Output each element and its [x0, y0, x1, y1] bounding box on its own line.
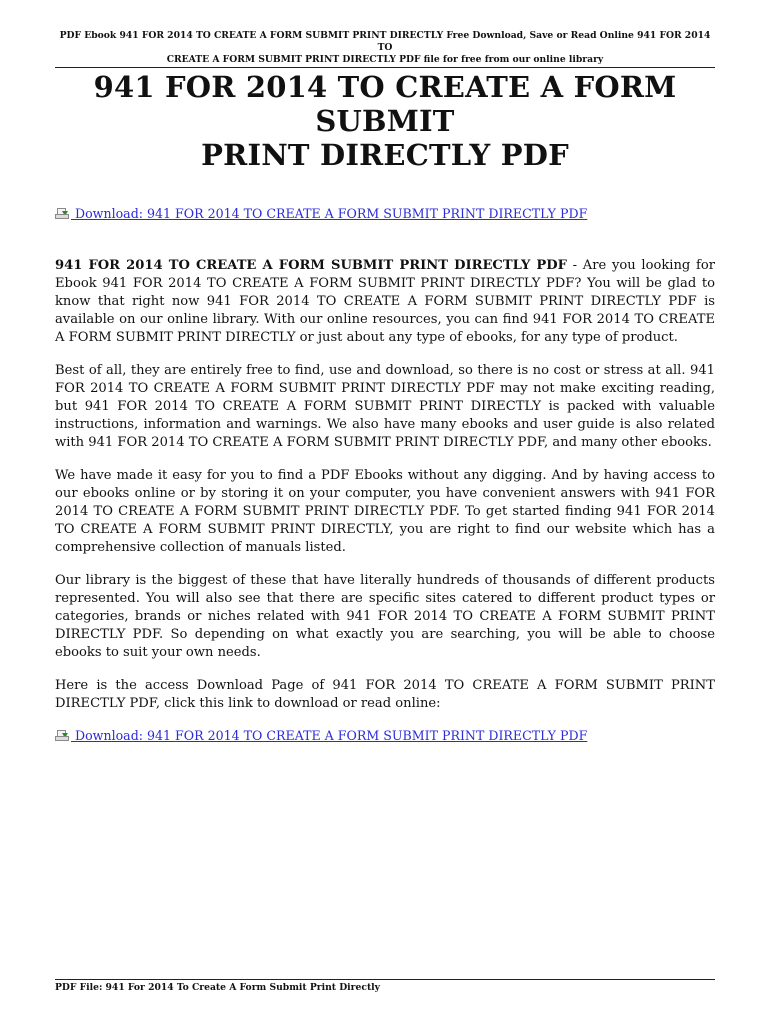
paragraph-free: Best of all, they are entirely free to find, use and download, so there is no cost or stress at all. 941 FOR 2014 TO CREATE A FORM SUBMIT PRINT DIRECTLY PDF may not make exciting reading, but 941 FOR 2014 TO CREATE A FORM SUBMIT PRINT DIRECTLY is packed with valuable instructions, information and warnings. We also have many ebooks and user guide is also related with 941 FOR 2014 TO CREATE A FORM SUBMIT PRINT DIRECTLY PDF, and many other ebooks. — [55, 363, 715, 450]
download-link-bottom[interactable] — [55, 728, 715, 744]
header-divider — [55, 67, 715, 68]
header-note-line-1: PDF Ebook 941 FOR 2014 TO CREATE A FORM SUBMIT PRINT DIRECTLY Free Download, Save or Read Online 941 FOR 2014 TO — [59, 30, 711, 53]
download-link-top[interactable] — [55, 206, 715, 222]
download-icon — [55, 730, 68, 741]
footer-note: PDF File: 941 For 2014 To Create A Form Submit Print Directly — [55, 982, 381, 993]
download-link-top-label: Download: 941 FOR 2014 TO CREATE A FORM SUBMIT PRINT DIRECTLY PDF — [71, 206, 588, 221]
header-note-line-2: CREATE A FORM SUBMIT PRINT DIRECTLY PDF file for free from our online library — [166, 54, 604, 65]
download-link-bottom-label: Download: 941 FOR 2014 TO CREATE A FORM SUBMIT PRINT DIRECTLY PDF — [71, 728, 588, 743]
paragraph-intro — [55, 257, 715, 347]
document-title — [55, 70, 715, 172]
document-title-line-1: 941 FOR 2014 TO CREATE A FORM SUBMIT — [93, 70, 677, 138]
paragraph-easy: We have made it easy for you to find a PDF Ebooks without any digging. And by having access to our ebooks online or by storing it on your computer, you have convenient answers with 941 FOR 2014 TO CREATE A FORM SUBMIT PRINT DIRECTLY PDF. To get started finding 941 FOR 2014 TO CREATE A FORM SUBMIT PRINT DIRECTLY, you are right to find our website which has a comprehensive collection of manuals listed. — [55, 468, 715, 555]
paragraph-intro-lead: 941 FOR 2014 TO CREATE A FORM SUBMIT PRINT DIRECTLY PDF — [55, 258, 567, 273]
pdf-page — [55, 0, 715, 1024]
paragraph-library: Our library is the biggest of these that have literally hundreds of thousands of different products represented. You will also see that there are specific sites catered to different product types or categories, brands or niches related with 941 FOR 2014 TO CREATE A FORM SUBMIT PRINT DIRECTLY PDF. So depending on what exactly you are searching, you will be able to choose ebooks to suit your own needs. — [55, 573, 715, 660]
footer-divider — [55, 979, 715, 980]
paragraph-access: Here is the access Download Page of 941 FOR 2014 TO CREATE A FORM SUBMIT PRINT DIRECTLY PDF, click this link to download or read online: — [55, 678, 715, 711]
paragraph-intro-body: - Are you looking for Ebook 941 FOR 2014 TO CREATE A FORM SUBMIT PRINT DIRECTLY PDF? You will be glad to know that right now 941 FOR 2014 TO CREATE A FORM SUBMIT PRINT DIRECTLY PDF is available on our online library. With our online resources, you can find 941 FOR 2014 TO CREATE A FORM SUBMIT PRINT DIRECTLY or just about any type of ebooks, for any type of product. — [55, 258, 715, 345]
header-note — [55, 30, 715, 66]
download-icon — [55, 208, 68, 219]
document-title-line-2: PRINT DIRECTLY PDF — [201, 138, 569, 172]
